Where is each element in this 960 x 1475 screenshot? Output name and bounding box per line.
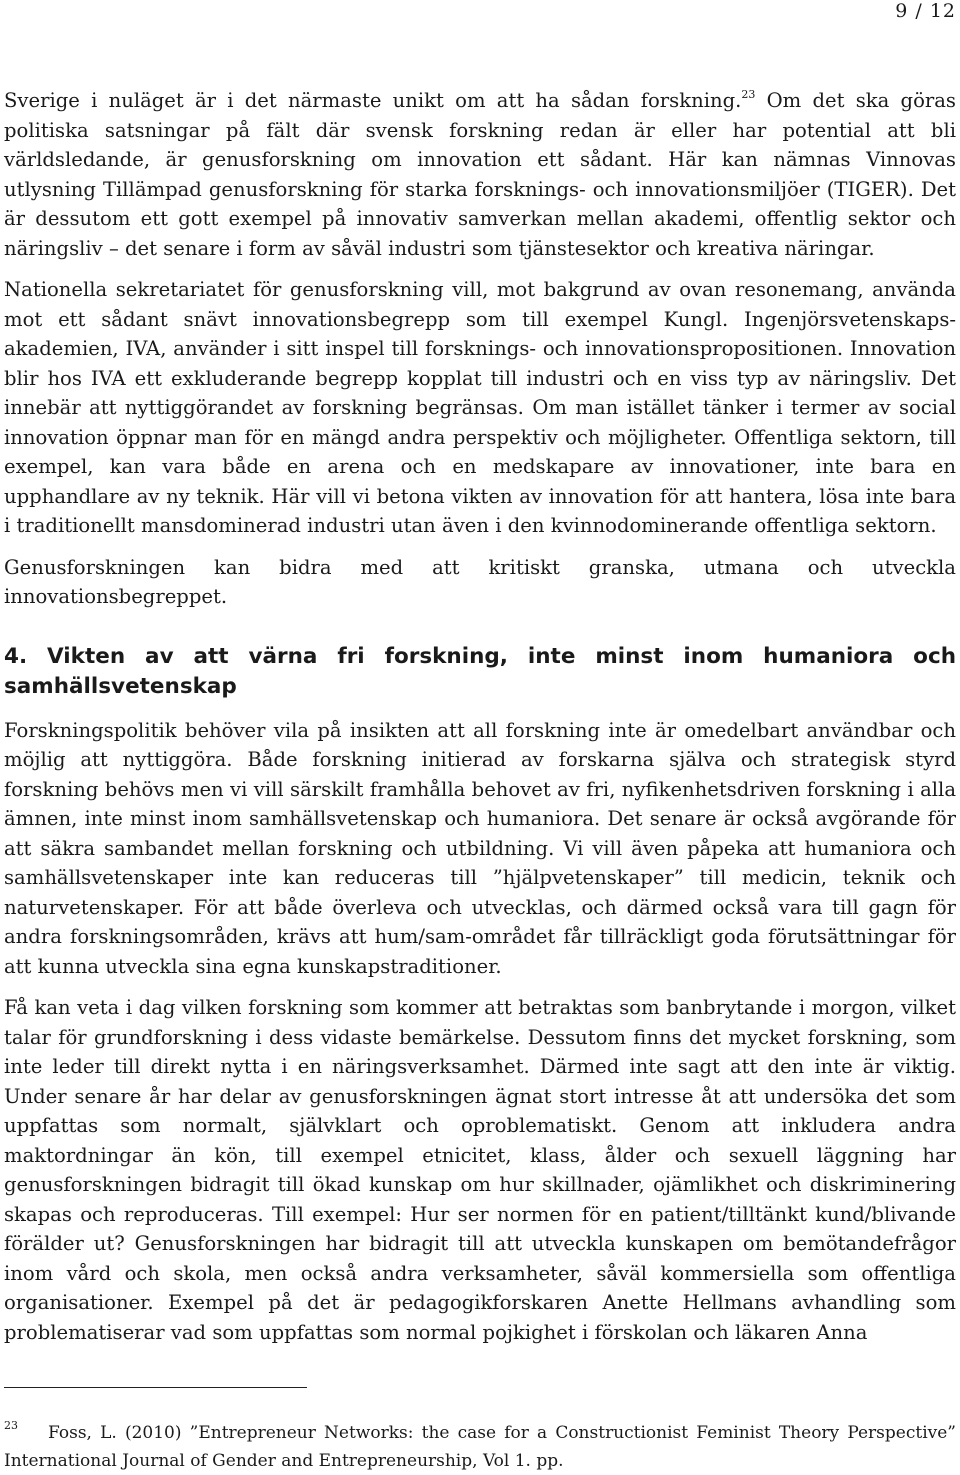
section-paragraph-2: Få kan veta i dag vilken forskning som kommer att betraktas som banbrytande i morgon, vilket talar för grundforskning i dess vidaste bemärkelse. Dessutom finns det mycket forskning, som inte leder till direkt nytta i en näringsverksamhet. Därmed inte sagt att den inte är viktig. Under senare år har delar av genusforskningen ägnat stort intresse åt att undersöka det som uppfattas som normalt, självklart och oproblematiskt. Genom att inkludera andra maktordningar än kön, till exempel etnicitet, klass, ålder och sexuell läggning har genusforskningen bidragit till ökad kunskap om hur skillnader, ojämlikhet och diskriminering skapas och reproduceras. Till exempel: Hur ser normen för en patient/tilltänkt kund/blivande förälder ut? Genusforskningen har bidragit till att utveckla kunskapen om bemötandefrågor inom vård och skola, men också andra verksamheter, såväl kommersiella som offentliga organisationer. Exempel på det är pedagogikforskaren Anette Hellmans avhandling som problematiserar vad som uppfattas som normal pojkighet i förskolan och läkaren Anna [4,996,956,1344]
paragraph-2: Nationella sekretariatet för genusforskning vill, mot bakgrund av ovan resonemang, använda mot ett sådant snävt innovationsbegrepp som till exempel Kungl. Ingenjörsvetenskaps-akademien, IVA, använder i sitt inspel till forsknings- och innovationspropositionen. Innovation blir hos IVA ett exkluderande begrepp kopplat till industri och en viss typ av näringsliv. Det innebär att nyttiggörandet av forskning begränsas. Om man istället tänker i termer av social innovation öppnar man för en mängd andra perspektiv och möjligheter. Offentliga sektorn, till exempel, kan vara både en arena och en medskapare av innovationer, inte bara en upphandlare av ny teknik. Här vill vi betona vikten av innovation för att hantera, lösa inte bara i traditionellt mansdominerad industri utan även i den kvinnodominerande offentliga sektorn. [4,278,956,537]
section-paragraph-1: Forskningspolitik behöver vila på insikten att all forskning inte är omedelbart användbar och möjlig att nyttiggöra. Både forskning initierad av forskarna själva och strategisk styrd forskning behövs men vi vill särskilt framhålla behovet av fri, nyfikenhetsdriven forskning i alla ämnen, inte minst inom samhällsvetenskap och humaniora. Det senare är också avgörande för att säkra sambandet mellan forskning och utbildning. Vi vill även påpeka att humaniora och samhällsvetenskaper inte kan reduceras till ”hjälpvetenskaper” till medicin, teknik och naturvetenskaper. För att både överleva och utvecklas, och därmed också vara till gagn för andra forskningsområden, krävs att hum/sam-området får tillräckligt goda förutsättningar för att kunna utveckla sina egna kunskapstraditioner. [4,718,956,978]
footnote-reference[interactable]: 23 [741,88,756,101]
section-heading: 4. Vikten av att värna fri forskning, inte minst inom humaniora och samhällsvetenskap [4,643,956,699]
footnote-marker: 23 [4,1419,18,1432]
paragraph-3: Genusforskningen kan bidra med att kritiskt granska, utmana och utveckla innovationsbegreppet. [4,555,956,608]
footnote-divider [4,1387,307,1388]
paragraph-lead: Sverige i nuläget är i det närmaste unikt om att ha sådan forskning. [4,89,742,112]
footnote [4,1412,956,1475]
paragraph-1 [4,86,956,263]
document-body [4,86,956,1359]
paragraph-1-text: Om det ska göras politiska satsningar på fält där svensk forskning redan är eller har potential att bli världsledande, är genusforskning om innovation ett sådant. Här kan nämnas Vinnovas utlysning Tillämpad genusforskning för starka forsknings- och innovationsmiljöer (TIGER). Det är dessutom ett gott exempel på innovativ samverkan mellan akademi, offentlig sektor och näringsliv – det senare i form av såväl industri som tjänstesektor och kreativa näringar. [4,89,956,260]
footnote-text: Foss, L. (2010) ”Entrepreneur Networks: the case for a Constructionist Feminist Theory Perspective” International Journal of Gender and Entrepreneurship, Vol 1. pp. [4,1423,956,1471]
page-number: 9 / 12 [895,0,956,22]
